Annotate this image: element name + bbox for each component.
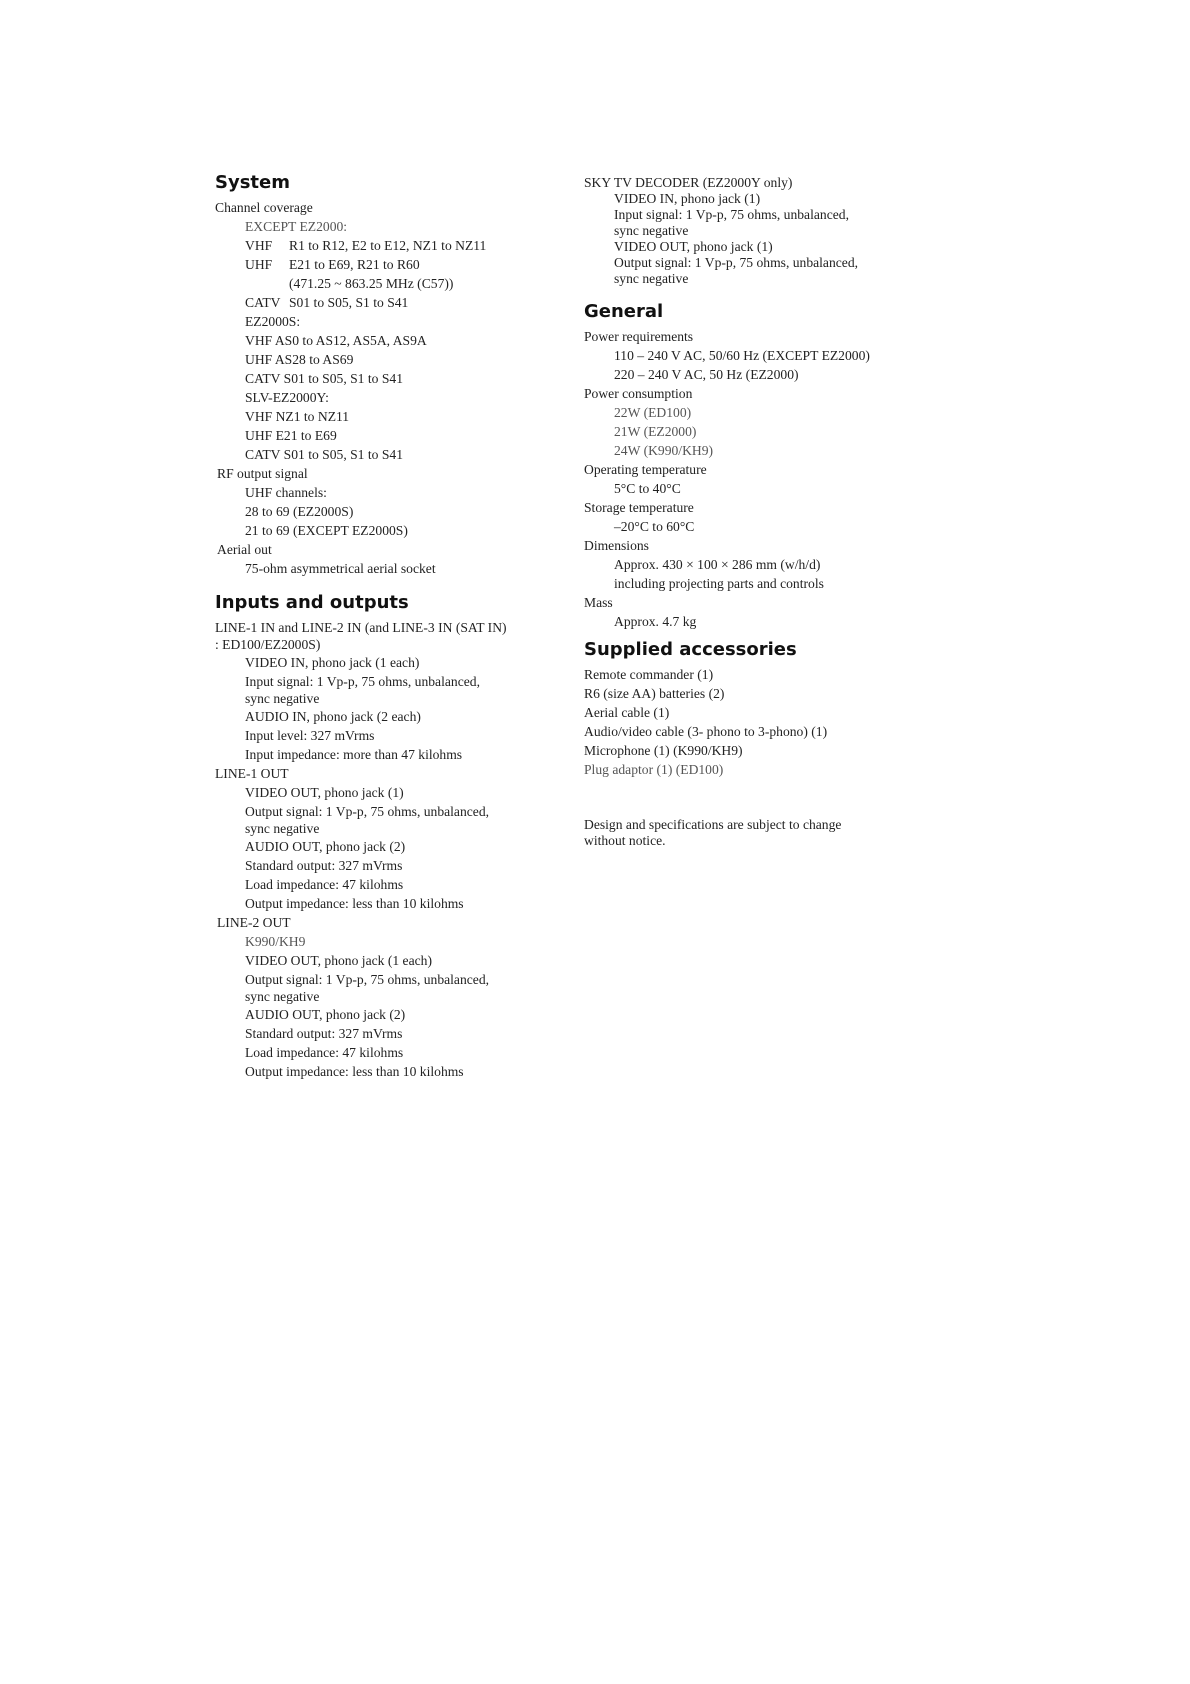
power-consumption-ed100: 22W (ED100) [614,405,692,420]
ez2000s-vhf: VHF AS0 to AS12, AS5A, AS9A [245,333,427,348]
slv-vhf: VHF NZ1 to NZ11 [245,409,350,424]
aerial-out-label: Aerial out [217,542,272,557]
power-requirements-1: 110 – 240 V AC, 50/60 Hz (EXCEPT EZ2000) [614,348,870,363]
dimensions-note: including projecting parts and controls [614,576,824,591]
catv-row [215,293,575,312]
vhf-row [215,236,575,255]
mass-label: Mass [584,595,613,610]
input-level: Input level: 327 mVrms [245,728,375,743]
storage-temperature-label: Storage temperature [584,500,694,515]
line2-standard-output: Standard output: 327 mVrms [245,1026,403,1041]
power-consumption-k990: 24W (K990/KH9) [614,443,714,458]
mass-value: Approx. 4.7 kg [614,614,697,629]
uhf-channels-label: UHF channels: [245,485,327,500]
vhf-label: VHF [245,238,273,253]
power-requirements-2: 220 – 240 V AC, 50 Hz (EZ2000) [614,367,799,382]
slv-catv: CATV S01 to S05, S1 to S41 [245,447,404,462]
line2-models: K990/KH9 [245,934,306,949]
slv-ez2000y-label: SLV-EZ2000Y: [245,390,329,405]
sky-input-signal: Input signal: 1 Vp-p, 75 ohms, unbalanced, [614,207,849,222]
power-consumption-ez2000: 21W (EZ2000) [614,424,697,439]
line-in-header: LINE-1 IN and LINE-2 IN (and LINE-3 IN (SAT IN) [215,620,507,635]
line2-output-signal: Output signal: 1 Vp-p, 75 ohms, unbalanced, [245,972,490,987]
line1-video-out: VIDEO OUT, phono jack (1) [245,785,404,800]
sky-decoder-header: SKY TV DECODER (EZ2000Y only) [584,175,793,190]
right-column [584,175,944,849]
system-heading: System [215,172,290,193]
operating-temperature-label: Operating temperature [584,462,707,477]
inputs-outputs-heading: Inputs and outputs [215,592,409,613]
left-column [215,172,575,1081]
input-sync: sync negative [245,691,320,706]
dimensions-label: Dimensions [584,538,649,553]
input-impedance: Input impedance: more than 47 kilohms [245,747,463,762]
line1-standard-output: Standard output: 327 mVrms [245,858,403,873]
line1-output-impedance: Output impedance: less than 10 kilohms [245,896,464,911]
line2-output-impedance: Output impedance: less than 10 kilohms [245,1064,464,1079]
list-item: Aerial cable (1) [584,705,670,720]
except-ez2000-label: EXCEPT EZ2000: [245,219,348,234]
input-signal: Input signal: 1 Vp-p, 75 ohms, unbalanced, [245,674,480,689]
power-consumption-label: Power consumption [584,386,693,401]
ez2000s-label: EZ2000S: [245,314,301,329]
sky-input-sync: sync negative [614,223,689,238]
dimensions-value: Approx. 430 × 100 × 286 mm (w/h/d) [614,557,821,572]
channel-coverage-label: Channel coverage [215,200,313,215]
ez2000s-uhf: UHF AS28 to AS69 [245,352,354,367]
input-audio-in: AUDIO IN, phono jack (2 each) [245,709,421,724]
uhf-value: E21 to E69, R21 to R60 [289,257,420,272]
general-heading: General [584,301,664,322]
line-in-header-models: : ED100/EZ2000S) [215,637,321,652]
list-item: Remote commander (1) [584,667,714,682]
uhf-label: UHF [245,257,273,272]
sky-video-out: VIDEO OUT, phono jack (1) [614,239,773,254]
power-requirements-label: Power requirements [584,329,694,344]
line2-video-out: VIDEO OUT, phono jack (1 each) [245,953,432,968]
accessories-heading: Supplied accessories [584,639,797,660]
notice-line-1: Design and specifications are subject to change [584,817,842,832]
ez2000s-catv: CATV S01 to S05, S1 to S41 [245,371,404,386]
catv-label: CATV [245,295,281,310]
operating-temperature-value: 5°C to 40°C [614,481,681,496]
line1-sync: sync negative [245,821,320,836]
line2-load-impedance: Load impedance: 47 kilohms [245,1045,404,1060]
slv-uhf: UHF E21 to E69 [245,428,337,443]
list-item: Microphone (1) (K990/KH9) [584,743,743,758]
sky-output-sync: sync negative [614,271,689,286]
list-item: Audio/video cable (3- phono to 3-phono) (1) [584,724,828,739]
line1-output-signal: Output signal: 1 Vp-p, 75 ohms, unbalanced, [245,804,490,819]
sky-video-in: VIDEO IN, phono jack (1) [614,191,761,206]
rf-channels-ez2000s: 28 to 69 (EZ2000S) [245,504,354,519]
notice-line-2: without notice. [584,833,666,848]
aerial-out-value: 75-ohm asymmetrical aerial socket [245,561,436,576]
line1-out-label: LINE-1 OUT [215,766,289,781]
uhf-frequency: (471.25 ~ 863.25 MHz (C57)) [289,276,454,291]
vhf-value: R1 to R12, E2 to E12, NZ1 to NZ11 [289,238,487,253]
catv-value: S01 to S05, S1 to S41 [289,295,409,310]
storage-temperature-value: –20°C to 60°C [614,519,695,534]
line2-sync: sync negative [245,989,320,1004]
rf-channels-except: 21 to 69 (EXCEPT EZ2000S) [245,523,408,538]
list-item: Plug adaptor (1) (ED100) [584,762,724,777]
uhf-row [215,255,575,274]
rf-output-label: RF output signal [217,466,308,481]
line2-audio-out: AUDIO OUT, phono jack (2) [245,1007,406,1022]
list-item: R6 (size AA) batteries (2) [584,686,725,701]
input-video-in: VIDEO IN, phono jack (1 each) [245,655,420,670]
line1-audio-out: AUDIO OUT, phono jack (2) [245,839,406,854]
line2-out-label: LINE-2 OUT [217,915,291,930]
line1-load-impedance: Load impedance: 47 kilohms [245,877,404,892]
sky-output-signal: Output signal: 1 Vp-p, 75 ohms, unbalanced, [614,255,859,270]
